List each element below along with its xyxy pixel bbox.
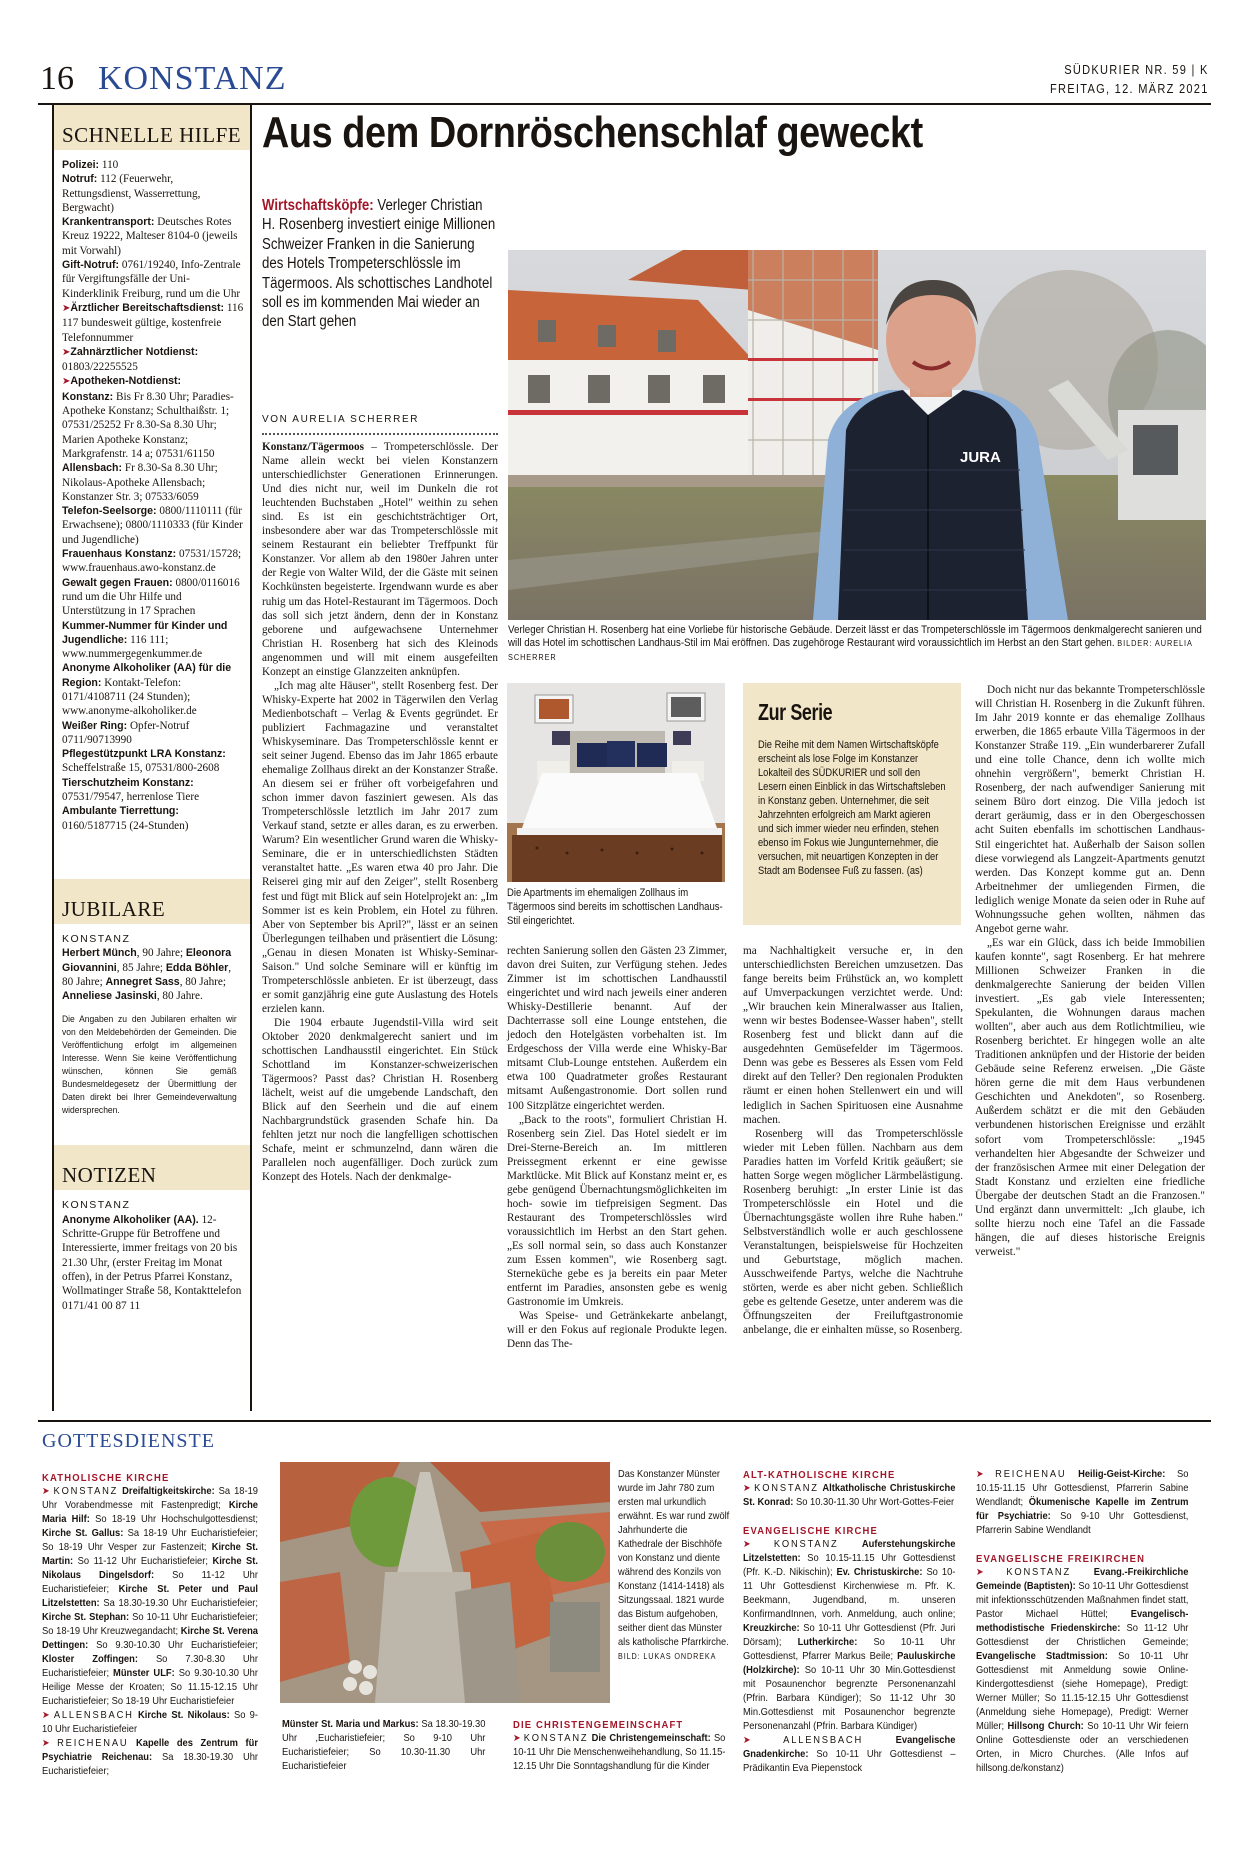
help-entry [62,390,244,461]
photo-konstanz-minster-aerial [280,1462,610,1703]
help-entry-label: Gewalt gegen Frauen: [62,576,173,589]
service-times: So 10-11 Uhr Gottesdienst mit Anmeldung sowie Online-Kindergottesdienst (siehe Homepage), Predigt: Werner Müller; So 11.15-12.15 Uhr Gottesdienst (Anmeldung siehe Homepage), Predigt: Werner Müller; [976,1651,1189,1732]
vest-logo-text: JURA [960,449,1001,466]
help-entry-text: Deutsches Rotes Kreuz 19222, Malteser 8104-0 (jeweils mit Vorwahl) [62,216,238,257]
service-times: So 10.30-11.30 Uhr Wort-Gottes-Feier [793,1497,955,1508]
service-times: So 10-11 Uhr Gottesdienst Kirchenwiese m. Pfr. K. Beekmann, Jugendband, m. unseren KonfirmandInnen, vorh. Anmeldung, auch online; [743,1567,956,1620]
arrow-right-icon: ➤ [743,1735,751,1746]
help-entry-label: Telefon-Seelsorge: [62,505,157,518]
place-name: ALLENSBACH [783,1735,864,1746]
service-times: Sa 18.30-19.30 Uhr ,Eucharistiefeier; So 9-10 Uhr Eucharistiefeier; So 10.30-11.30 Uhr Eucharistiefeier [282,1719,486,1772]
service-times: So 11-12 Uhr Eucharistiefeier; [42,1570,258,1595]
main-photo-credit: BILDER: AURELIA SCHERRER [508,639,1193,662]
help-entry-label: Ambulante Tierrettung: [62,805,179,818]
service-times: So 10.15-11.15 Uhr Gottesdienst, Pfarrerin Sabine Wendlandt; [976,1469,1189,1508]
article-paragraph: Die 1904 erbaute Jugendstil-Villa wird seit Oktober 2020 denkmalgerecht saniert und im schottischen Landhausstil eingerichtet. Ein Stück Schottland im Konstanzer-schweizerischen Tägermoos? Passt das? Christian H. Rosenberg lächelt, weist auf die umgebende Landschaft, den Blick auf den Seerhein und die auf einem Nachbargrundstück grasenden Schafe hin. Da fehlten jetzt nur noch die langfelligen schottischen Schafe, meint er schmunzelnd, dann wären die Parallelen noch augenfälliger. Doch zurück zum Konzept des Hotels. Nach der denkmalge- [262,1016,498,1184]
notizen-label: Anonyme Alkoholiker (AA). [62,1213,199,1226]
service-venue: Kapelle des Zentrum für Psychiatrie Reichenau: [42,1738,258,1763]
service-venue: Heilig-Geist-Kirche: [1078,1469,1166,1480]
help-entry [62,576,244,619]
help-entry [62,215,244,258]
photo-hotel-bedroom [507,683,725,882]
help-entry-text: 07531/79547, herrenlose Tiere [62,791,200,804]
service-venue: Hillsong Church: [1007,1721,1084,1732]
service-venue: Kirche St. Martin: [42,1542,258,1567]
article-paragraph: „Ich mag alte Häuser", stellt Rosenberg fest. Der Whisky-Experte hat 2002 in Tägerwilen den Verlag Medienbotschaft – Verlag & Events gegründet. Er publiziert Fachmagazine und veranstaltet Whiskyseminare. Das Trompeterschlössle kennt er seit seiner Jugend. Ebenso das im Jahr 1865 erbaute ehemalige Zollhaus direkt an der Konstanzer Straße. An diesem sei er früher oft vorbeigefahren und schon immer davon fasziniert gewesen. Als das Trompeterschlössle letztlich im Jahr 2017 zum Verkauf stand, setzte er alles daran, es zu erwerben. Warum? Ein wesentlicher Grund waren die Whisky-Seminare, die er in unterschiedlichsten Städten veranstaltet hatte. „Es waren etwa 40 pro Jahr. Die Reiserei ging mir auf den Zeiger", stellt Rosenberg fest und fügt mit Blick auf sein Hotelprojekt an: „Im Sommer ist es kein Problem, ein Hotel zu führen. Aber von September bis April?", lässt er an seinen Überlegungen teilhaben und präsentiert die Lösung: „Genau in diesen Monaten ist Whisky-Seminar-Saison." Und solche Seminare will er künftig im Trompeterschlössle anbieten. Er ist überzeugt, dass er somit ganzjährig eine gute Auslastung des Hotels erzielen kann. [262,679,498,1015]
help-entry-label: Polizei: [62,159,100,171]
service-times: Sa 18-19 Uhr Eucharistiefeier; So 18-19 Uhr Vesper zur Fastenzeit; [42,1528,258,1553]
service-venue: Kirche St. Gallus: [42,1528,124,1539]
arrow-right-icon: ➤ [976,1469,984,1480]
publication-date: FREITAG, 12. MÄRZ 2021 [1050,81,1209,96]
help-entry-text: 01803/22255525 [62,361,138,374]
help-entry-text: Opfer-Notruf 0711/90713990 [62,719,190,746]
main-photo-illustration [508,250,1206,620]
article-byline: VON AURELIA SCHERRER [262,414,498,435]
service-times: So 9.30-10.30 Uhr Heilige Messe der Kroaten; So 11.15-12.15 Uhr Eucharistiefeier; So 18-19 Uhr Eucharistiefeier [42,1668,258,1707]
series-box-title: Zur Serie [758,699,833,725]
help-entry-label: Ärztlicher Bereitschaftsdienst: [70,301,225,314]
service-venue: Evangelische Gnadenkirche: [743,1735,956,1760]
schnelle-hilfe-title: SCHNELLE HILFE [54,105,250,150]
help-entry-label: Anonyme Alkoholiker (AA) für die Region: [62,662,232,689]
service-venue: Ökumenische Kapelle im Zentrum für Psychiatrie: [976,1497,1189,1522]
service-venue: Ev. Christuskirche: [836,1567,923,1578]
help-entry-label: Kummer-Nummer für Kinder und Jugendliche: [62,619,228,646]
service-venue: Kirche St. Nikolaus: [137,1710,230,1721]
article-column-3 [743,944,963,1337]
jubilare-list [62,946,244,1003]
help-entry-text: 0800/1110111 (für Erwachsene); 0800/1110333 (für Kinder und Jugendliche) [62,505,243,546]
arrow-right-icon: ➤ [62,302,71,314]
help-entry-text: Kontakt-Telefon: 0171/4108711 (24 Stunden); www.anonyme-alkoholiker.de [62,676,197,718]
help-entry [62,504,244,547]
masthead-info [1050,60,1209,98]
jubilar-name: Annegret Sass [105,975,180,988]
service-venue: Evangelische Stadtmission: [976,1651,1108,1662]
denomination-heading: EVANGELISCHE KIRCHE [743,1525,878,1537]
help-entry [62,547,244,576]
help-entry-label: Notruf: [62,173,98,186]
denomination-heading: DIE CHRISTENGEMEINSCHAFT [513,1719,684,1731]
service-venue: Kirche St. Nikolaus Dingelsdorf: [42,1556,258,1581]
jubilar-name: Edda Böhler [165,961,229,974]
denomination-heading: ALT-KATHOLISCHE KIRCHE [743,1469,896,1481]
article-dateline: Konstanz/Tägermoos [262,441,364,453]
jubilare-disclaimer: Die Angaben zu den Jubilaren erhalten wir von den Meldebehörden der Gemeinden. Die Veröffentlichung erfolgt im allgemeinen Interesse. Wenn Sie keine Veröffentlichung wünschen, können Sie gemäß Bundesmeldegesetz der Übermittlung der Daten direkt bei Ihrer Gemeindeverwaltung widersprechen. [62,1014,237,1116]
service-times: So 11-12 Uhr Gottesdienst der Christlichen Gemeinde; [976,1623,1189,1648]
service-times: So 9-10 Uhr Eucharistiefeier [42,1710,258,1735]
service-venue: Altkatholische Christuskirche St. Konrad: [743,1483,956,1508]
service-venue: Auferstehungskirche Litzelstetten: [743,1539,956,1564]
help-entry-text: 116 111; www.nummergegenkummer.de [62,633,203,661]
sidebar [52,105,252,1411]
service-times: So 10-11 Uhr Gottesdienst mit infektionsschützenden Maßnahmen findet statt, Pastor Michael Hüttel; [976,1581,1189,1620]
notizen-section [54,1145,250,1318]
article-kicker: Wirtschaftsköpfe: [262,197,374,214]
denomination-heading: KATHOLISCHE KIRCHE [42,1472,170,1484]
service-times: So 9.30-10.30 Uhr Eucharistiefeier; [88,1640,258,1651]
service-venue: Kreuzkirche: [743,1623,800,1634]
service-times: Sa 18.30-19.30 Uhr Eucharistiefeier; [42,1752,259,1777]
service-times: So 10-11 Uhr Gottesdienst – Prädikantin Eva Piepenstock [743,1749,956,1774]
place-name: REICHENAU [57,1738,129,1749]
photo-man-in-front-of-hotel [508,250,1206,620]
help-entry-text: 0800/0116016 rund um die Uhr Hilfe und Unterstützung in 17 Sprachen [62,576,240,618]
help-entry [62,661,244,718]
service-venue: Kloster Zoffingen: [42,1654,138,1665]
jubilar-age: , 80 Jahre; [179,975,226,988]
help-entry-text: Fr 8.30-Sa 8.30 Uhr; Nikolaus-Apotheke Allensbach; Konstanzer Str. 3; 07533/6059 [62,462,218,503]
arrow-right-icon: ➤ [976,1567,984,1578]
place-name: KONSTANZ [53,1486,119,1497]
jubilare-title: JUBILARE [54,879,250,924]
article-column-2 [507,944,727,1351]
article-paragraph: Doch nicht nur das bekannte Trompeterschlössle will Christian H. Rosenberg in die Zukunft führen. Im Jahr 2019 konnte er das ehemalige Zollhaus erwerben, die 1865 erbaute Villa Tägermoos in der Konstanzer Straße 119. „Ein wunderbarerer Zufall und eine tolle Chance, denn ich wollte mich ohnehin vergrößern", bemerkt Christian H. Rosenberg, der nach aufwendiger Sanierung mit seinem Büro dort einzog. Die Villa jedoch ist derart geräumig, dass er in den Obergeschossen acht Suiten ebenfalls im schottischen Landhaus-Stil eingerichtet hat. Außerhalb der Saison sollen diese vorwiegend als Langzeit-Apartments genutzt werden. Das Konzept komme gut an. Denn Arbeitnehmer der umliegenden Firmen, die lediglich wenige Monate da seien oder in Ruhe auf Wohnungssuche gehen wollten, nähmen das Angebot gerne wahr. [975,684,1205,935]
publication-issue: SÜDKURIER NR. 59 | K [1064,62,1209,77]
schnelle-hilfe-section [54,105,250,839]
help-entry [62,804,244,833]
help-entry-label: Allensbach: [62,462,123,475]
series-info-box [743,683,961,925]
jubilar-age: , 80 Jahre; [62,961,232,988]
service-times: So 10-11 Uhr Gottesdienst (Pfr. Juri Dörsam); [743,1623,956,1648]
service-venue: Münster ULF: [113,1668,175,1679]
help-entry-label: Frauenhaus Konstanz: [62,548,177,561]
service-venue: Münster St. Maria und Markus: [282,1719,419,1730]
help-entry [62,172,244,215]
article-column-4 [975,683,1205,1259]
notizen-entry [62,1213,244,1313]
help-entry-label: Zahnärztlicher Notdienst: [70,345,199,358]
help-entry-label: Krankentransport: [62,216,155,229]
page-number: 16 [40,60,74,97]
help-entry-text: 116 117 bundesweit gültige, kostenfreie Telefonnummer [62,301,244,344]
jubilar-age: , 85 Jahre; [116,961,166,974]
article-deck [262,196,498,332]
help-entry-label: Tierschutzheim Konstanz: [62,776,194,789]
service-venue: Die Christengemeinschaft: [591,1733,711,1744]
main-photo-caption: Verleger Christian H. Rosenberg hat eine Vorliebe für historische Gebäude. Derzeit lässt er das Trompeterschlössle im Tägermoos denkmalgerecht sanieren und will das Hotel im schottischen Landhaus-Stil im Mai eröffnen. Das zugehöroge Restaurant wird voraussichtlich im Herbst an den Start gehen. BILDER: AURELIA SCHERRER [508,624,1202,662]
service-times: So 11-12 Uhr Eucharistiefeier; [73,1556,213,1567]
help-entry [62,345,244,375]
service-venue: Evangelisch-methodistische Friedenskirche: [976,1609,1189,1634]
help-entry-label: Konstanz: [62,390,114,403]
arrow-right-icon: ➤ [513,1733,521,1744]
help-entry [62,719,244,748]
place-name: KONSTANZ [1006,1567,1071,1578]
schnelle-hilfe-list [54,150,250,839]
gottesdienste-katholisch [42,1471,258,1779]
place-name: KONSTANZ [754,1483,819,1494]
help-entry-text: 0160/5187715 (24-Stunden) [62,819,189,832]
service-venue: Kirche St. Verena Dettingen: [42,1626,258,1651]
jubilar-name: Eleonora Giovannini [62,947,232,974]
bed-photo-illustration [507,683,725,882]
service-venue: Kirche Maria Hilf: [42,1500,258,1525]
article-paragraph: Konstanz/Tägermoos – Trompeterschlössle. Der Name allein weckt bei vielen Konstanzern unterschiedlichster Generationen Erinnerungen. Und dies nicht nur, weil im Dunkeln die rot leuchtenden Buchstaben „Hotel" weithin zu sehen sind. Es ist ein geschichtsträchtiger Ort, insbesondere aber war das Trompeterschlössle mit seinem Restaurant ein beliebter Treffpunkt für Konstanzer. Vor allem ab den 1980er Jahren unter der Regie von Walter Wild, der die Gäste mit seinen Kochkünsten begeisterte. Irgendwann wurde es aber ruhig um das Hotel-Restaurant im Tägermoos. Doch das soll sich jetzt ändern, denn der in Konstanz geborene und aufgewachsene Unternehmer Christian H. Rosenberg hat sich des Kleinods angenommen und will mit einem ausgefeilten Konzept an einstige Glanzzeiten anknüpfen. [262,441,498,678]
series-box-text: Die Reihe mit dem Namen Wirtschaftsköpfe erscheint als lose Folge im Konstanzer Lokalteil des SÜDKURIER und soll den Lesern einen Einblick in das Wirtschaftsleben in Konstanz geben. Unternehmer, die seit Jahrzehnten erfolgreich am Markt agieren und sich immer wieder neu erfinden, stehen ebenso im Fokus wie Jungunternehmer, die versuchen, mit neuartigen Konzepten in der Stadt am Bodensee Fuß zu fassen. (as) [758,739,946,877]
help-entry-text: 112 (Feuerwehr, Rettungsdienst, Wasserrettung, Bergwacht) [62,173,201,214]
help-entry-text: 07531/15728; www.frauenhaus.awo-konstanz.de [62,548,242,575]
jubilar-name: Herbert Münch [62,947,137,960]
help-entry-text: Bis Fr 8.30 Uhr; Paradies-Apotheke Konstanz; Schulthaißstr. 1; 07531/25252 Fr 8.30-Sa 8.30 Uhr; Marien Apotheke Konstanz; Markgrafenstr. 14 a; 07531/61150 [62,390,234,460]
service-venue: Pauluskirche (Holzkirche): [743,1651,956,1676]
arrow-right-icon: ➤ [42,1710,50,1721]
service-times: Sa 18.30-19.30 Uhr Eucharistiefeier; [99,1598,258,1609]
gottesdienste-christengemeinschaft [513,1718,725,1774]
arrow-right-icon: ➤ [743,1539,751,1550]
church-photo-credit: BILD: LUKAS ONDREKA [618,1652,717,1661]
article-paragraph: ma Nachhaltigkeit versuche er, in den unterschiedlichsten Bereichen umzusetzen. Das fange bereits beim Frühstück an, wo komplett auf Umverpackungen verzichtet werde. Und: „Wir brauchen kein Mineralwasser aus Italien, wenn wir bestes Bodensee-Wasser haben", stellt Rosenberg fest und blickt dann auf die ausgedehnten Gemüsefelder im Tägermoos. Denn was gebe es Besseres als Essen vom Feld direkt auf den Teller? Den regionalen Produkten räumt er einen hohen Stellenwert ein und will lediglich in Sachen Spirituosen eine Ausnahme machen. [743,945,963,1126]
article-paragraph: rechten Sanierung sollen den Gästen 23 Zimmer, davon drei Suiten, zur Verfügung stehen. Jedes Zimmer ist im schottischen Landhausstil eingerichtet und wird nach jeweils einer anderen Whisky-Destillerie benannt. Auf der Dachterrasse soll eine Lounge entstehen, die jedoch den Hotelgästen vorbehalten ist. Im Erdgeschoss der Villa werde eine Whisky-Bar mitsamt Club-Lounge entstehen. Außerdem ein etwa 100 Quadratmeter großes Restaurant mitsamt Außengastronomie. Dort sollen rund 100 Sitzplätze eingerichtet werden. [507,945,727,1112]
gottesdienste-altkatholisch-evangelisch [743,1468,955,1776]
article-paragraph: Rosenberg will das Trompeterschlössle wieder mit Leben füllen. Nachbarn aus dem Paradies hatten im Vorfeld Kritik geäußert; sie hatten Sorge wegen möglicher Lärmbelästigung. Rosenberg beruhigt: „In erster Linie ist das Trompeterschlössle ein Hotel und die Übernachtungsgäste wollen ihre Ruhe haben." Selbstverständlich wolle er auch geschlossene Veranstaltungen, beispielsweise für Hochzeiten und Geburtstage, möglich machen. Ausschweifende Partys, welche die Nachtruhe störten, werde es aber nicht geben. Schließlich gebe es geltende Gesetze, unter anderem was die Öffnungszeiten der Freiluftgastronomie anbelange, die er einhalten müsse, so Rosenberg. [743,1127,963,1337]
article-paragraph: „Back to the roots", formuliert Christian H. Rosenberg sein Ziel. Das Hotel siedelt er im Drei-Sterne-Bereich an. Im mittleren Preissegment erkennt er eine gewisse Marktlücke. Mit Blick auf Konstanz meint er, es gebe genügend Übernachtungsmöglichkeiten im hoch- sowie im tiefpreisigen Segment. Das Restaurant des Trompeterschlössles wird voraussichtlich im Herbst an den Start gehen. „Es soll normal sein, so dass auch Konstanzer zum Essen kommen", wie Rosenberg sagt. Sterneküche gebe es ja bereits ein paar Meter entfernt im Paradies, ansonsten gebe es wenig Gastronomie im Umkreis. [507,1113,727,1309]
help-entry [62,619,244,662]
help-entry [62,747,244,776]
arrow-right-icon: ➤ [42,1486,50,1497]
help-entry-label: Gift-Notruf: [62,259,120,272]
arrow-right-icon: ➤ [62,376,71,388]
section-title: KONSTANZ [98,60,287,97]
service-venue: Evang.-Freikirchliche Gemeinde (Baptisten): [976,1567,1189,1592]
help-entry-label: Pflegestützpunkt LRA Konstanz: [62,748,226,761]
service-venue: Dreifaltigkeitskirche: [122,1486,215,1497]
help-entry [62,158,244,172]
place-name: ALLENSBACH [53,1710,134,1721]
service-times: So 10-11 Uhr Eucharistiefeier; So 18-19 Uhr Kreuzwegandacht; [42,1612,258,1637]
place-name: KONSTANZ [523,1733,589,1744]
service-times: So 10-11 Uhr Wir feiern Online Gottesdienste oder an verschiedenen Orten, in Micro Churches. (Alle Infos auf hillsong.de/konstanz) [976,1721,1189,1774]
help-entry-label: Weißer Ring: [62,719,128,732]
article-headline: Aus dem Dornröschenschlaf geweckt [262,108,923,157]
help-entry [62,258,244,301]
service-times: Sa 18-19 Uhr Vorabendmesse mit Fastenpredigt; [42,1486,259,1511]
arrow-right-icon: ➤ [62,346,71,358]
service-venue: Kirche St. Stephan: [42,1612,130,1623]
jubilare-place: KONSTANZ [62,932,131,945]
help-entry-label: Apotheken-Notdienst: [70,375,182,388]
service-times: So 10.15-11.15 Uhr Gottesdienst (Pfr. K.-D. Nikischin); [743,1553,956,1578]
arrow-right-icon: ➤ [743,1483,751,1494]
help-entry [62,461,244,504]
help-entry-text: 0761/19240, Info-Zentrale für Vergiftungsfälle der Uni-Kinderklinik Freiburg, rund um die Uhr [62,259,241,300]
help-entry-text: Scheffelstraße 15, 07531/800-2608 [62,762,220,775]
notizen-text: 12-Schritte-Gruppe für Betroffene und Interessierte, immer freitags von 20 bis 21.30 Uhr, (erster Freitag im Monat offen), in der Petrus Pfarrei Konstanz, Wollmatinger Straße 58, Kontakttelefon 0171/41 00 87 11 [62,1213,242,1312]
gottesdienste-reichenau-freikirchen [976,1468,1188,1776]
service-times: So 10-11 Uhr 30 Min.Gottesdienst mit Posaunenchor begrenzte Personenanzahl (Pfrin. Barbara Kündiger); So 11-12 Uhr 30 Min.Gottesdienst mit Posaunenchor begrenzte Personenanzahl (Pfrin. Barbara Kündiger) [743,1665,956,1732]
help-entry [62,374,244,389]
arrow-right-icon: ➤ [42,1738,50,1749]
service-times: So 18-19 Uhr Hochschulgottesdienst; [89,1514,258,1525]
article-column-1 [262,440,498,1184]
article-paragraph: Was Speise- und Getränkekarte anbelangt, will er den Fokus auf regionale Produkte legen. Denn das The- [507,1310,727,1351]
notizen-title: NOTIZEN [54,1145,250,1190]
jubilare-section [54,879,250,1123]
service-times: So 9-10 Uhr Gottesdienst, Pfarrerin Sabine Wendlandt [976,1511,1189,1536]
church-photo-illustration [280,1462,610,1703]
service-times: So 10-11 Uhr Gottesdienst, Pfarrer Markus Beile; [743,1637,956,1662]
jubilar-name: Anneliese Jasinski [62,990,157,1003]
article-paragraph: „Es war ein Glück, dass ich beide Immobilien kaufen konnte", sagt Rosenberg. Er hat mehrere Millionen Schweizer Franken in die denkmalgerechte Sanierung der beiden Villen investiert. „Es gab viele Interessenten; Spekulanten, die Wohnungen daraus machen wollten", aber auch aus dem Rotlichtmilieu, wie Rosenberg berichtet. Er hingegen wolle an alte Traditionen anknüpfen und der Historie der beiden Gebäude seine Referenz erweisen. „Die Gäste hören gerne die mit dem Haus verbundenen Geschichten und Anekdoten", so Rosenberg. Außerdem schätzt er die mit den Gebäuden verbundenen historischen Ereignisse und erzählt sofort vom Trompeterschlössle: „1945 verhandelten hier Abgesandte der Schweizer und der französischen Armee mit einer Delegation der Stadt Konstanz und erzielten eine friedliche Übergabe der deutschen Stadt an die Franzosen." Und ergänzt dann unvermittelt: „Ich glaube, ich sollte hierzu noch eine Tafel an die Fassade hängen, die auf dieses historische Ereignis verweist." [975,936,1205,1258]
service-venue: Kirche St. Peter und Paul Litzelstetten: [42,1584,259,1609]
jubilar-age: , 80 Jahre. [156,990,203,1003]
help-entry [62,776,244,805]
section-divider [38,1420,1211,1422]
help-entry-text: 110 [99,159,119,171]
article-deck-text: Verleger Christian H. Rosenberg investiert einige Millionen Schweizer Franken in die Sanierung des Hotels Trompeterschlössle im Tägermoos. Als schottisches Landhotel soll es im kommenden Mai wieder an den Start gehen [262,197,496,331]
church-photo-caption: Das Konstanzer Münster wurde im Jahr 780 zum ersten mal urkundlich erwähnt. Es war rund zwölf Jahrhunderte die Kathedrale der Bischhöfe von Konstanz und diente während des Konzils von Konstanz (1414-1418) als Sitzungssaal. 1821 wurde das Bistum aufgehoben, seither dient das Münster als katholische Pfarrkirche. BILD: LUKAS ONDREKA [618,1468,731,1664]
jubilar-age: , 90 Jahre; [136,947,186,960]
place-name: REICHENAU [995,1469,1067,1480]
service-times: So 10-11 Uhr Die Menschenweihehandlung, So 11.15-12.15 Uhr Die Sonntagshandlung für die Kinder [513,1733,726,1772]
service-venue: Lutherkirche: [797,1637,858,1648]
gottesdienste-title: GOTTESDIENSTE [42,1430,215,1452]
gottesdienste-reichenau-cont [282,1718,485,1774]
notizen-place: KONSTANZ [62,1199,131,1212]
help-entry [62,301,244,345]
service-times: So 7.30-8.30 Uhr Eucharistiefeier; [42,1654,258,1679]
place-name: KONSTANZ [773,1539,839,1550]
bed-photo-caption: Die Apartments im ehemaligen Zollhaus im Tägermoos sind bereits im schottischen Landhaus-Stil eingerichtet. [507,887,723,927]
denomination-heading: EVANGELISCHE FREIKIRCHEN [976,1553,1146,1565]
